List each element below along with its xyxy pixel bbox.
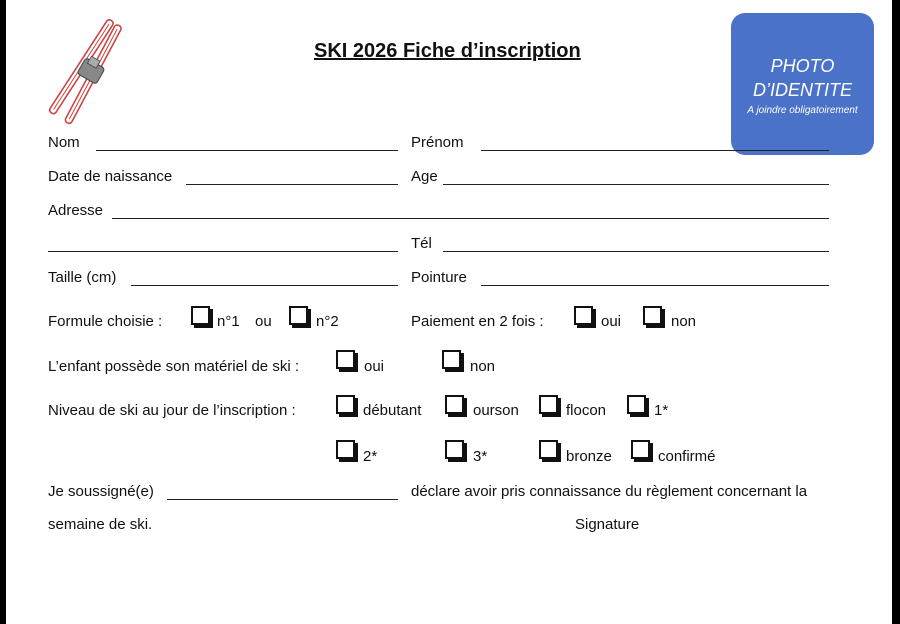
niveau-ourson-label: ourson [473, 402, 519, 419]
id-photo-box [731, 13, 874, 155]
photo-note: A joindre obligatoirement [747, 105, 858, 116]
paiement-non-checkbox[interactable] [643, 306, 662, 325]
formule-or-label: ou [255, 313, 272, 330]
age-field[interactable] [443, 184, 829, 185]
declaration-text: déclare avoir pris connaissance du règlement concernant la [411, 483, 808, 500]
niveau-flocon-checkbox[interactable] [539, 395, 558, 414]
materiel-non-checkbox[interactable] [442, 350, 461, 369]
materiel-oui-label: oui [364, 358, 385, 375]
nom-label: Nom [48, 134, 80, 151]
niveau-2star-label: 2* [363, 448, 378, 465]
materiel-non-label: non [470, 358, 496, 375]
adresse-label: Adresse [48, 202, 104, 219]
niveau-flocon-label: flocon [566, 402, 607, 419]
niveau-confirme-label: confirmé [658, 448, 716, 465]
niveau-ourson-checkbox[interactable] [445, 395, 464, 414]
niveau-3star-checkbox[interactable] [445, 440, 464, 459]
paiement-label: Paiement en 2 fois : [411, 313, 544, 330]
prenom-field[interactable] [481, 150, 829, 151]
niveau-1star-label: 1* [654, 402, 669, 419]
formule-1-checkbox[interactable] [191, 306, 210, 325]
paiement-oui-checkbox[interactable] [574, 306, 593, 325]
form-title: SKI 2026 Fiche d’inscription [314, 40, 581, 62]
adresse-field[interactable] [112, 218, 829, 219]
niveau-1star-checkbox[interactable] [627, 395, 646, 414]
date-naissance-field[interactable] [186, 184, 398, 185]
prenom-label: Prénom [411, 134, 464, 151]
declaration-end: semaine de ski. [48, 516, 153, 533]
pointure-label: Pointure [411, 269, 467, 286]
materiel-oui-checkbox[interactable] [336, 350, 355, 369]
niveau-3star-label: 3* [473, 448, 488, 465]
niveau-bronze-checkbox[interactable] [539, 440, 558, 459]
photo-label-2: D’IDENTITE [753, 80, 852, 100]
materiel-label: L’enfant possède son matériel de ski : [48, 358, 299, 375]
pointure-field[interactable] [481, 285, 829, 286]
formule-1-label: n°1 [217, 313, 240, 330]
registration-form-page [6, 0, 892, 624]
paiement-oui-label: oui [601, 313, 622, 330]
formule-2-checkbox[interactable] [289, 306, 308, 325]
niveau-label: Niveau de ski au jour de l’inscription : [48, 402, 296, 419]
tel-label: Tél [411, 235, 432, 252]
niveau-debutant-label: débutant [363, 402, 422, 419]
skis-icon [46, 14, 136, 132]
soussigne-field[interactable] [167, 499, 398, 500]
paiement-non-label: non [671, 313, 697, 330]
taille-field[interactable] [131, 285, 398, 286]
formule-2-label: n°2 [316, 313, 339, 330]
adresse-field-2[interactable] [48, 251, 398, 252]
photo-label: PHOTO [770, 56, 835, 76]
age-label: Age [411, 168, 438, 185]
niveau-debutant-checkbox[interactable] [336, 395, 355, 414]
formule-label: Formule choisie : [48, 313, 163, 330]
tel-field[interactable] [443, 251, 829, 252]
signature-label: Signature [575, 516, 640, 533]
taille-label: Taille (cm) [48, 269, 117, 286]
niveau-bronze-label: bronze [566, 448, 612, 465]
declaration-start: Je soussigné(e) [48, 483, 154, 500]
niveau-confirme-checkbox[interactable] [631, 440, 650, 459]
nom-field[interactable] [96, 150, 398, 151]
niveau-2star-checkbox[interactable] [336, 440, 355, 459]
date-naissance-label: Date de naissance [48, 168, 173, 185]
